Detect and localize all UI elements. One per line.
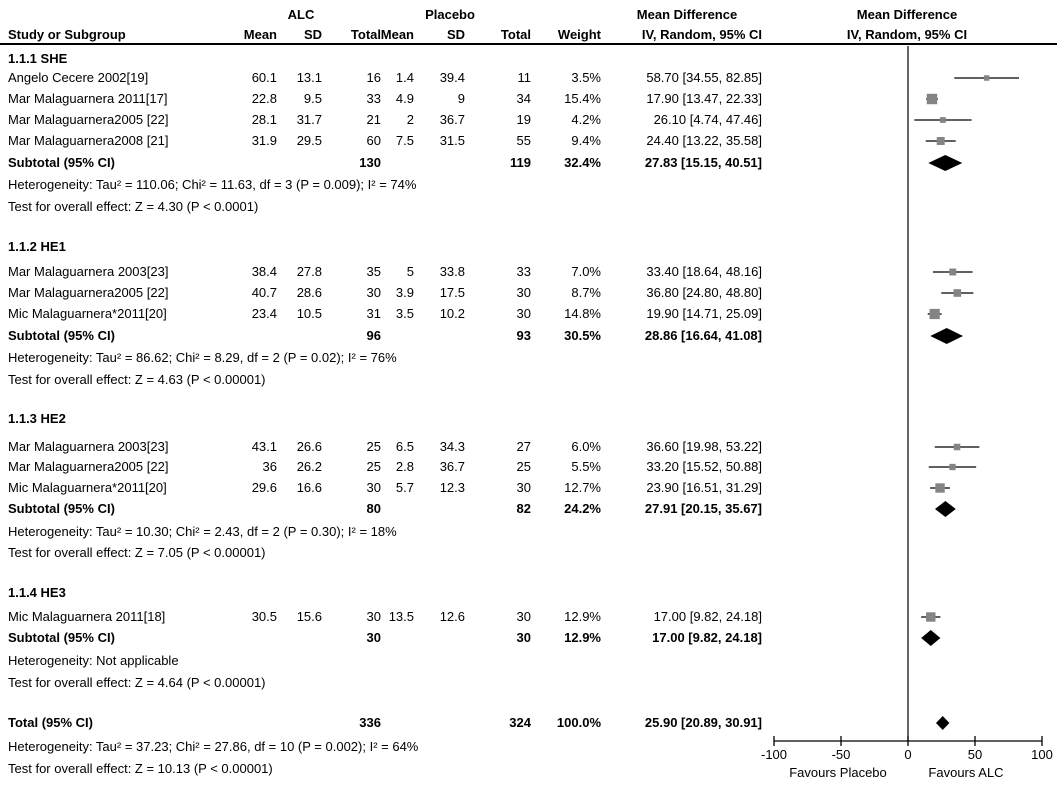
ci-text: 58.70 [34.55, 82.85] — [646, 70, 762, 85]
alc-mean-value: 38.4 — [251, 264, 277, 279]
placebo-total-value: 34 — [516, 91, 531, 106]
alc-total-value: 96 — [366, 328, 381, 343]
axis-tick-label: 50 — [967, 747, 983, 762]
placebo-mean-value: 2.8 — [395, 459, 414, 474]
study-label: Mar Malaguarnera2005 [22] — [8, 285, 169, 300]
alc-total-value: 30 — [366, 480, 381, 495]
study-label: Mar Malaguarnera 2003[23] — [8, 264, 169, 279]
effect-square — [940, 117, 946, 123]
placebo-total-value: 55 — [516, 133, 531, 148]
alc-mean-value: 43.1 — [251, 439, 277, 454]
weight-value: 12.9% — [564, 630, 601, 645]
mean-difference-header-right: Mean Difference — [856, 7, 958, 22]
heterogeneity-text: Heterogeneity: Tau² = 110.06; Chi² = 11.63, df = 3 (P = 0.009); I² = 74% — [8, 177, 417, 192]
axis-tick-label: 100 — [1031, 747, 1053, 762]
weight-value: 12.9% — [564, 609, 601, 624]
weight-value: 5.5% — [571, 459, 601, 474]
ci-text: 36.60 [19.98, 53.22] — [646, 439, 762, 454]
alc-sd-value: 15.6 — [296, 609, 322, 624]
placebo-total-value: 30 — [516, 630, 531, 645]
alc-sd-value: 10.5 — [296, 306, 322, 321]
weight-value: 8.7% — [571, 285, 601, 300]
effect-square — [949, 269, 956, 276]
alc-sd-value: 9.5 — [303, 91, 322, 106]
ci-text: 23.90 [16.51, 31.29] — [646, 480, 762, 495]
placebo-total-value: 119 — [510, 155, 531, 170]
alc-sd-value: 26.2 — [296, 459, 322, 474]
study-label: Mar Malaguarnera2005 [22] — [8, 459, 169, 474]
placebo-mean-value: 1.4 — [395, 70, 414, 85]
alc-total-value: 31 — [366, 306, 381, 321]
overall-effect-test-text: Test for overall effect: Z = 4.30 (P < 0.0001) — [8, 199, 259, 214]
study-label: Mic Malaguarnera 2011[18] — [8, 609, 166, 624]
placebo-mean-value: 5 — [406, 264, 414, 279]
placebo-sd-value: 17.5 — [439, 285, 465, 300]
placebo-sd-value: 36.7 — [439, 459, 465, 474]
placebo-total-value: 30 — [516, 306, 531, 321]
weight-value: 3.5% — [571, 70, 601, 85]
placebo-mean-value: 4.9 — [395, 91, 414, 106]
axis-tick-label: -100 — [760, 747, 788, 762]
alc-total-value: 130 — [359, 155, 381, 170]
placebo-sd-value: 33.8 — [439, 264, 465, 279]
overall-effect-test-text: Test for overall effect: Z = 4.63 (P < 0.00001) — [8, 372, 266, 387]
ci-text: 27.83 [15.15, 40.51] — [644, 155, 762, 170]
study-label: Mar Malaguarnera2005 [22] — [8, 112, 169, 127]
weight-value: 32.4% — [564, 155, 601, 170]
total-diamond — [936, 716, 949, 730]
placebo-mean-value: 3.5 — [395, 306, 414, 321]
alc-group-header: ALC — [287, 7, 315, 22]
ci-text: 17.90 [13.47, 22.33] — [646, 91, 762, 106]
placebo-total-value: 33 — [516, 264, 531, 279]
ci-text: 17.00 [9.82, 24.18] — [652, 630, 762, 645]
placebo-sd-value: 12.6 — [439, 609, 465, 624]
alc-total-value: 33 — [366, 91, 381, 106]
subtotal-diamond — [930, 328, 963, 344]
effect-square — [953, 289, 961, 297]
alc-total-value: 25 — [366, 439, 381, 454]
ci-text: 19.90 [14.71, 25.09] — [646, 306, 762, 321]
placebo-total-value: 25 — [516, 459, 531, 474]
effect-square — [926, 612, 935, 621]
ci-text: 33.20 [15.52, 50.88] — [646, 459, 762, 474]
placebo-total-value: 93 — [516, 328, 531, 343]
placebo-mean-value: 5.7 — [395, 480, 414, 495]
placebo-mean-value: 13.5 — [388, 609, 414, 624]
alc-total-value: 16 — [366, 70, 381, 85]
weight-value: 30.5% — [564, 328, 601, 343]
placebo-sd-value: 9 — [457, 91, 465, 106]
ci-text: 25.90 [20.89, 30.91] — [644, 715, 762, 730]
effect-square — [984, 75, 989, 80]
alc-total-value: 336 — [359, 715, 381, 730]
study-label: Mar Malaguarnera 2003[23] — [8, 439, 169, 454]
favours-right-label: Favours ALC — [928, 765, 1004, 780]
weight-column-header: Weight — [557, 27, 601, 42]
alc-total-value: 30 — [366, 285, 381, 300]
alc-sd-value: 26.6 — [296, 439, 322, 454]
effect-square — [930, 309, 940, 319]
alc-mean-value: 30.5 — [251, 609, 277, 624]
favours-left-label: Favours Placebo — [789, 765, 887, 780]
study-label: Angelo Cecere 2002[19] — [8, 70, 149, 85]
weight-value: 24.2% — [564, 501, 601, 516]
ci-text: 24.40 [13.22, 35.58] — [646, 133, 762, 148]
alc-sd-column-header: SD — [303, 27, 322, 42]
placebo-total-value: 324 — [509, 715, 531, 730]
placebo-sd-value: 31.5 — [439, 133, 465, 148]
weight-value: 12.7% — [564, 480, 601, 495]
placebo-total-value: 30 — [516, 609, 531, 624]
placebo-sd-value: 12.3 — [439, 480, 465, 495]
alc-total-value: 25 — [366, 459, 381, 474]
subtotal-diamond — [935, 501, 956, 517]
alc-mean-value: 28.1 — [251, 112, 277, 127]
placebo-sd-value: 39.4 — [439, 70, 465, 85]
effect-square — [954, 444, 961, 451]
placebo-sd-value: 10.2 — [439, 306, 465, 321]
overall-effect-test-text: Test for overall effect: Z = 7.05 (P < 0.00001) — [8, 545, 266, 560]
heterogeneity-text: Heterogeneity: Tau² = 37.23; Chi² = 27.86, df = 10 (P = 0.002); I² = 64% — [8, 739, 419, 754]
weight-value: 7.0% — [571, 264, 601, 279]
subtotal-label: Subtotal (95% CI) — [8, 630, 115, 645]
subgroup-title: 1.1.3 HE2 — [8, 411, 66, 426]
ci-text: 26.10 [4.74, 47.46] — [653, 112, 762, 127]
weight-value: 100.0% — [556, 715, 601, 730]
placebo-total-value: 27 — [516, 439, 531, 454]
alc-total-value: 30 — [366, 630, 381, 645]
subgroup-title: 1.1.2 HE1 — [8, 239, 66, 254]
alc-sd-value: 28.6 — [296, 285, 322, 300]
placebo-total-column-header: Total — [500, 27, 531, 42]
mean-difference-header-left: Mean Difference — [636, 7, 738, 22]
ci-text: 33.40 [18.64, 48.16] — [646, 264, 762, 279]
placebo-total-value: 30 — [516, 285, 531, 300]
alc-mean-value: 31.9 — [251, 133, 277, 148]
weight-value: 14.8% — [564, 306, 601, 321]
alc-mean-value: 36 — [262, 459, 277, 474]
study-label: Mic Malaguarnera*2011[20] — [8, 306, 167, 321]
subgroup-title: 1.1.4 HE3 — [8, 585, 66, 600]
ci-text: 28.86 [16.64, 41.08] — [644, 328, 762, 343]
placebo-sd-column-header: SD — [446, 27, 465, 42]
heterogeneity-text: Heterogeneity: Tau² = 86.62; Chi² = 8.29, df = 2 (P = 0.02); I² = 76% — [8, 350, 397, 365]
effect-square — [949, 464, 955, 470]
axis-tick-label: -50 — [831, 747, 851, 762]
alc-mean-value: 22.8 — [251, 91, 277, 106]
subtotal-diamond — [921, 630, 940, 646]
study-label: Mar Malaguarnera 2011[17] — [8, 91, 168, 106]
placebo-mean-value: 6.5 — [395, 439, 414, 454]
ci-text: 36.80 [24.80, 48.80] — [646, 285, 762, 300]
placebo-mean-column-header: Mean — [380, 27, 414, 42]
weight-value: 15.4% — [564, 91, 601, 106]
alc-total-value: 30 — [366, 609, 381, 624]
alc-mean-value: 60.1 — [251, 70, 277, 85]
placebo-total-value: 82 — [516, 501, 531, 516]
alc-sd-value: 16.6 — [296, 480, 322, 495]
placebo-sd-value: 36.7 — [439, 112, 465, 127]
alc-total-value: 80 — [366, 501, 381, 516]
placebo-mean-value: 7.5 — [395, 133, 414, 148]
alc-sd-value: 13.1 — [296, 70, 322, 85]
alc-sd-value: 29.5 — [296, 133, 322, 148]
alc-mean-value: 29.6 — [251, 480, 277, 495]
subtotal-label: Subtotal (95% CI) — [8, 501, 115, 516]
placebo-total-value: 19 — [516, 112, 531, 127]
alc-mean-value: 23.4 — [251, 306, 277, 321]
alc-mean-value: 40.7 — [251, 285, 277, 300]
effect-square — [927, 94, 937, 104]
effect-square — [937, 137, 945, 145]
heterogeneity-text: Heterogeneity: Not applicable — [8, 653, 179, 668]
axis-tick-label: 0 — [904, 747, 912, 762]
alc-total-column-header: Total — [350, 27, 381, 42]
alc-total-value: 60 — [366, 133, 381, 148]
study-label: Mic Malaguarnera*2011[20] — [8, 480, 167, 495]
overall-effect-test-text: Test for overall effect: Z = 10.13 (P < 0.00001) — [8, 761, 273, 776]
weight-value: 4.2% — [571, 112, 601, 127]
overall-effect-test-text: Test for overall effect: Z = 4.64 (P < 0.00001) — [8, 675, 266, 690]
study-label: Mar Malaguarnera2008 [21] — [8, 133, 169, 148]
subgroup-title: 1.1.1 SHE — [8, 51, 68, 66]
placebo-total-value: 30 — [516, 480, 531, 495]
placebo-total-value: 11 — [517, 70, 531, 85]
placebo-mean-value: 2 — [406, 112, 414, 127]
ci-method-column-header: IV, Random, 95% CI — [641, 27, 762, 42]
effect-square — [935, 483, 944, 492]
subtotal-label: Subtotal (95% CI) — [8, 155, 115, 170]
alc-sd-value: 27.8 — [296, 264, 322, 279]
ci-text: 27.91 [20.15, 35.67] — [644, 501, 762, 516]
total-label: Total (95% CI) — [8, 715, 93, 730]
placebo-group-header: Placebo — [425, 7, 475, 22]
alc-total-value: 21 — [366, 112, 381, 127]
subtotal-diamond — [928, 155, 962, 171]
placebo-mean-value: 3.9 — [395, 285, 414, 300]
placebo-sd-value: 34.3 — [439, 439, 465, 454]
ci-method-plot-header: IV, Random, 95% CI — [846, 27, 968, 42]
ci-text: 17.00 [9.82, 24.18] — [653, 609, 762, 624]
heterogeneity-text: Heterogeneity: Tau² = 10.30; Chi² = 2.43, df = 2 (P = 0.30); I² = 18% — [8, 524, 397, 539]
alc-total-value: 35 — [366, 264, 381, 279]
weight-value: 6.0% — [571, 439, 601, 454]
subtotal-label: Subtotal (95% CI) — [8, 328, 115, 343]
alc-sd-value: 31.7 — [296, 112, 322, 127]
study-column-header: Study or Subgroup — [8, 27, 126, 42]
weight-value: 9.4% — [571, 133, 601, 148]
alc-mean-column-header: Mean — [243, 27, 277, 42]
